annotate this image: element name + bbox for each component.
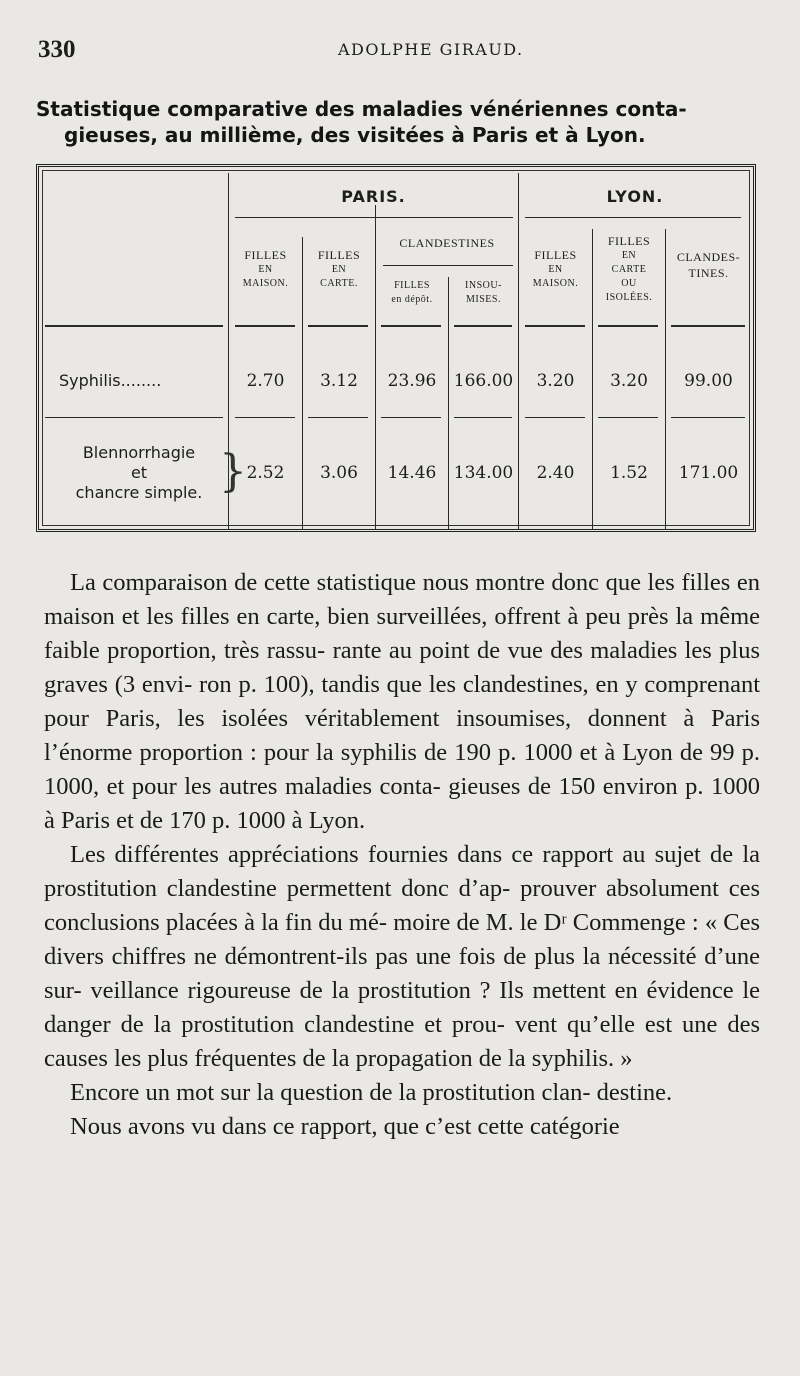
table-cell: 171.00 [678,463,739,483]
table-title [36,96,766,148]
col-filles-depot: FILLES en dépôt. [391,280,433,305]
table-cell: 2.52 [246,463,285,483]
paragraph: Les différentes appréciations fournies dans ce rapport au sujet de la prostitution clandestine permettent donc d’ap- prouver absolument ces conclusions placées à la fin du mé- moire de M. le Dʳ Commenge : « Ces divers chiffres ne démontrent-ils pas une fois de plus la nécessité d’une sur- veillance rigoureuse de la prostitution ? Ils mettent en évidence le danger de la prostitution clandestine et prou- vent qu’elle est une des causes les plus fréquentes de la propagation de la syphilis. » [44,841,761,1072]
table-cell: 3.12 [320,371,358,391]
header-rule [525,325,585,327]
table-title-line-2: gieuses, au millième, des visitées à Paris et à Lyon. [64,123,646,147]
col-lyon-carte: FILLES EN CARTE OU ISOLÉES. [605,234,653,303]
row-rule [381,417,441,418]
row-rule [525,417,585,418]
clandestines-header: CLANDESTINES [399,236,495,250]
table-cell: 3.20 [536,371,575,391]
running-head: ADOLPHE GIRAUD. [338,40,524,59]
header-rule [381,325,441,327]
table-cell: 166.00 [453,371,514,391]
col-filles-carte: FILLES EN CARTE. [317,248,361,289]
paragraph: La comparaison de cette statistique nous montre donc que les filles en maison et les filles en carte, bien surveillées, offrent à peu près la même faible proportion, très rassu- rante au point de vue des maladies les plus graves (3 envi- ron p. 100), tandis que les clandestines, en y comprenant pour Paris, les isolées véritablement insoumises, donnent à Paris l’énorme proportion : pour la syphilis de 190 p. 1000 et à Lyon de 99 p. 1000, et pour les autres maladies conta- gieuses de 150 environ p. 1000 à Paris et de 170 p. 1000 à Lyon. [44,569,761,834]
row-rule [45,417,223,418]
body-text [44,566,760,1144]
paris-header: PARIS. [341,187,406,206]
row-rule [598,417,658,418]
header-rule [671,325,745,327]
header-rule [454,325,512,327]
table-title-line-1: Statistique comparative des maladies vénériennes conta- [36,97,687,121]
table-cell: 23.96 [387,371,437,391]
header-rule [598,325,658,327]
paris-brace [235,217,513,218]
table-cell: 2.40 [536,463,575,483]
page-number: 330 [38,36,76,63]
paragraph: Nous avons vu dans ce rapport, que c’est cette catégorie [70,1113,620,1140]
row-label-syphilis: Syphilis........ [59,371,162,390]
table-cell: 3.20 [610,371,648,391]
col-insoumises: INSOU- MISES. [465,280,502,305]
header-rule [308,325,368,327]
clandestines-brace [383,265,513,266]
table-cell: 1.52 [610,463,648,483]
col-filles-maison: FILLES EN MAISON. [242,248,289,289]
row-rule [235,417,295,418]
brace: } [219,446,247,497]
row-rule [671,417,745,418]
row-rule [454,417,512,418]
statistics-table [36,164,756,532]
page-header [38,36,758,68]
table-cell: 14.46 [387,463,437,483]
row-label-blennorrhagie: Blennorrhagie et chancre simple. [75,443,203,502]
header-rule [235,325,295,327]
table-cell: 3.06 [320,463,358,483]
col-lyon-clandestines: CLANDES- TINES. [676,250,741,280]
table-cell: 99.00 [684,371,733,391]
paragraph: Encore un mot sur la question de la prostitution clan- destine. [70,1079,673,1106]
lyon-brace [525,217,741,218]
col-divider [448,277,449,529]
header-rule [45,325,223,327]
table-cell: 134.00 [453,463,514,483]
col-lyon-maison: FILLES EN MAISON. [532,248,579,289]
table-cell: 2.70 [246,371,285,391]
row-rule [308,417,368,418]
lyon-header: LYON. [606,187,664,206]
